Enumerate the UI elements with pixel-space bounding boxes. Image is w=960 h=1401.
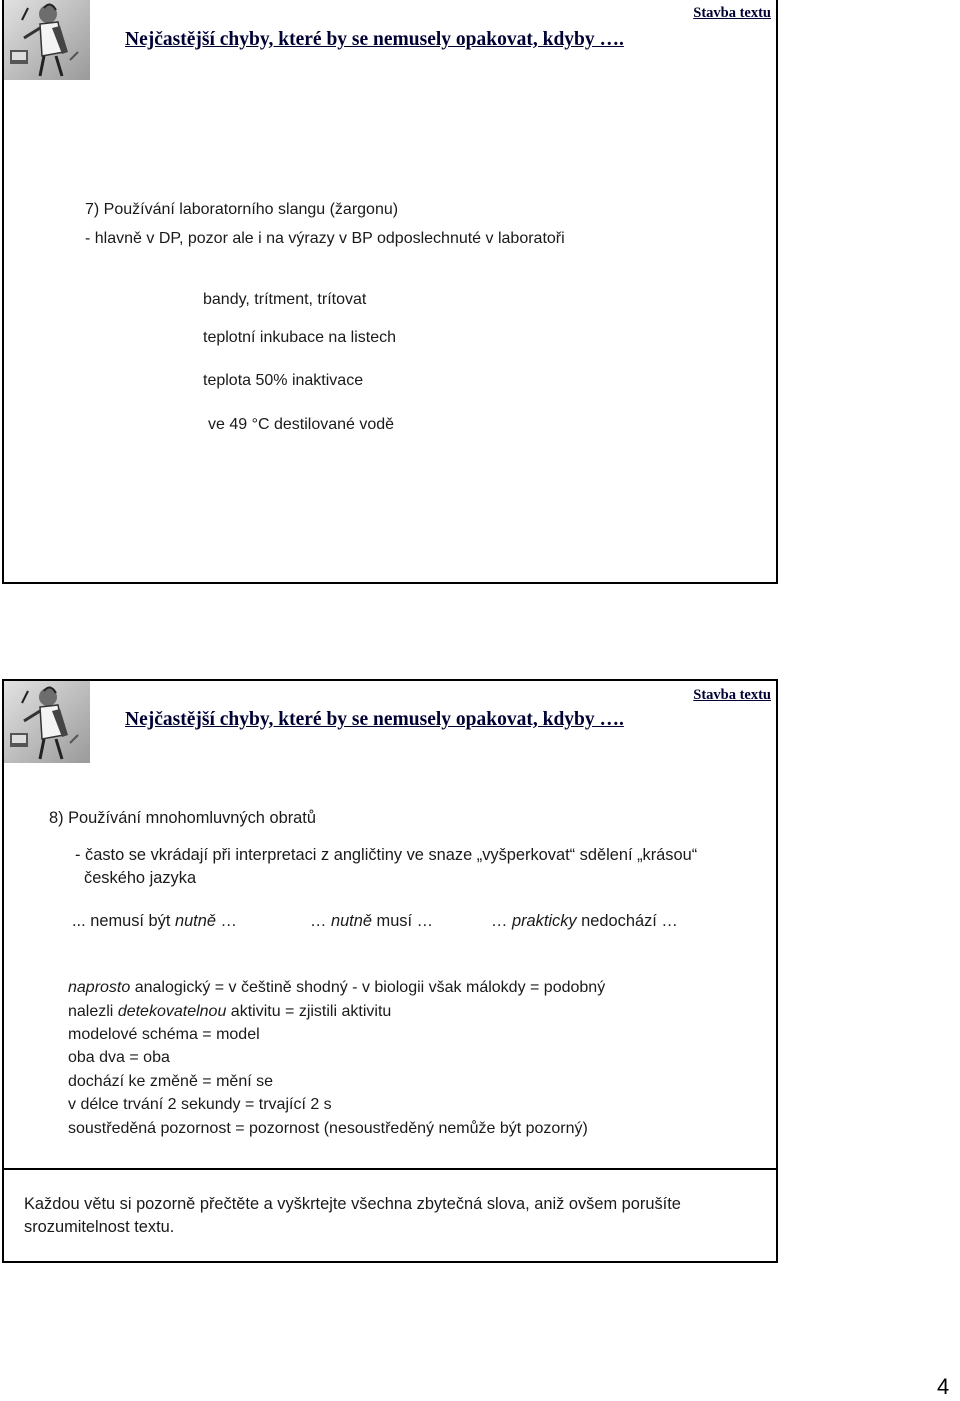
point-heading: 7) Používání laboratorního slangu (žargonu) <box>85 201 399 218</box>
example-pair: oba dva = oba <box>68 1049 170 1066</box>
example-line: bandy, trítment, trítovat <box>203 291 367 308</box>
point-description: - často se vkrádají při interpretaci z angličtiny ve snaze „vyšperkovat“ sdělení „krásou“ <box>75 846 698 864</box>
example-line: teplotní inkubace na listech <box>203 329 397 346</box>
slide-title: Nejčastější chyby, které by se nemusely opakovat, kdyby …. <box>125 709 624 730</box>
instruction-box <box>4 1168 776 1261</box>
example-pair: soustředěná pozornost = pozornost (nesoustředěný nemůže být pozorný) <box>68 1120 588 1137</box>
scientist-illustration-icon <box>4 681 90 763</box>
example-line: ve 49 °C destilované vodě <box>208 416 395 433</box>
example-phrase: … prakticky nedochází … <box>491 912 678 930</box>
point-heading: 8) Používání mnohomluvných obratů <box>49 809 316 827</box>
slide-title: Nejčastější chyby, které by se nemusely opakovat, kdyby …. <box>125 29 624 50</box>
example-pair: nalezli detekovatelnou aktivitu = zjistili aktivitu <box>68 1003 392 1020</box>
section-tag: Stavba textu <box>693 5 771 21</box>
point-description-cont: českého jazyka <box>84 869 197 887</box>
example-pair: modelové schéma = model <box>68 1026 260 1043</box>
page-number: 4 <box>937 1374 950 1399</box>
example-line: teplota 50% inaktivace <box>203 372 364 389</box>
section-tag: Stavba textu <box>693 687 771 703</box>
example-phrase: ... nemusí být nutně … <box>72 912 237 930</box>
instruction-text: Každou větu si pozorně přečtěte a vyškrtejte všechna zbytečná slova, aniž ovšem porušíte <box>24 1195 681 1213</box>
example-pair: dochází ke změně = mění se <box>68 1073 273 1090</box>
example-pair: naprosto analogický = v češtině shodný - v biologii však málokdy = podobný <box>68 979 606 996</box>
instruction-text-cont: srozumitelnost textu. <box>24 1218 175 1236</box>
point-subheading: - hlavně v DP, pozor ale i na výrazy v BP odposlechnuté v laboratoři <box>85 230 565 247</box>
scientist-illustration-icon <box>4 0 90 80</box>
example-pair: v délce trvání 2 sekundy = trvající 2 s <box>68 1096 332 1113</box>
slide-1 <box>2 0 778 584</box>
example-phrase: … nutně musí … <box>310 912 434 930</box>
slide-2 <box>2 679 778 1263</box>
